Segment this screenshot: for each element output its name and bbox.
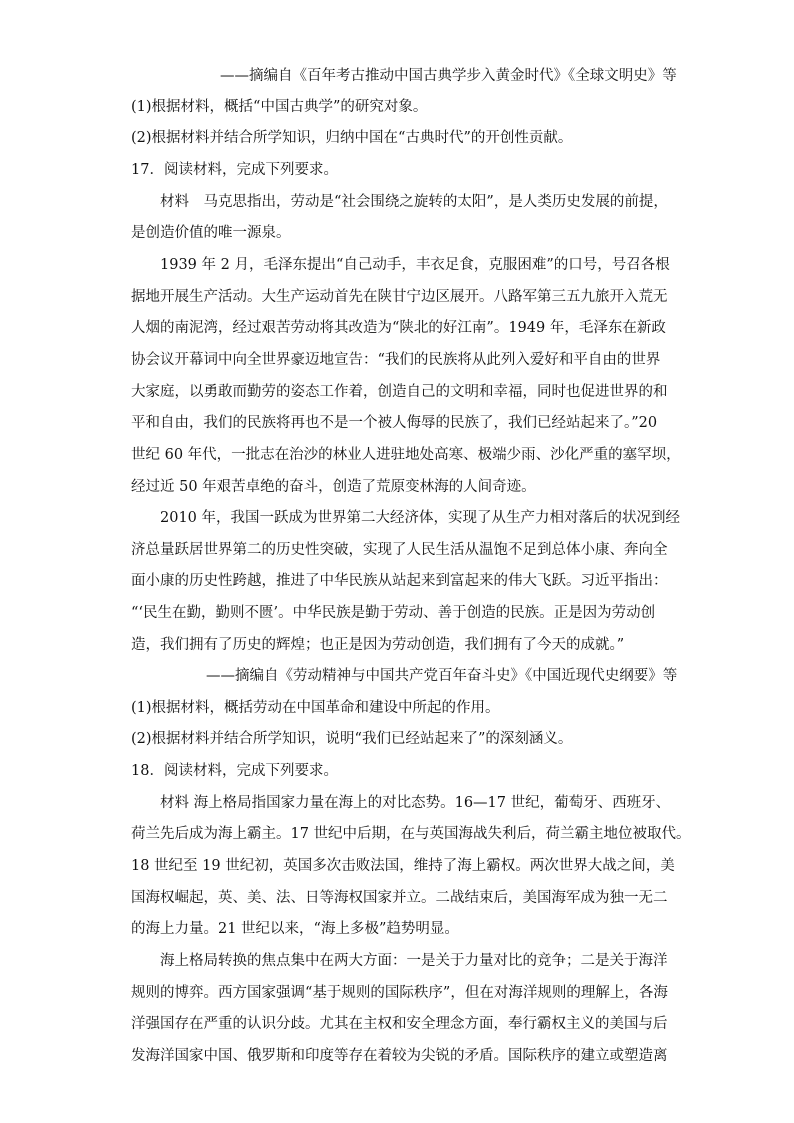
q17-line: 协会议开幕词中向全世界豪迈地宣告：“我们的民族将从此列入爱好和平自由的世界 [131, 352, 661, 368]
q18-line: 规则的博弈。西方国家强调“基于规则的国际秩序”，但在对海洋规则的理解上，各海 [131, 985, 668, 1001]
q18-line: 洋强国存在严重的认识分歧。尤其在主权和安全理念方面，奉行霸权主义的美国与后 [131, 1016, 668, 1032]
q17-line: “‘民生在勤，勤则不匮’。中华民族是勤于劳动、善于创造的民族。正是因为劳动创 [131, 605, 656, 621]
q17-subquestion-2: (2)根据材料并结合所学知识，说明“我们已经站起来了”的深刻涵义。 [131, 731, 573, 747]
q16-source: ——摘编自《百年考古推动中国古典学步入黄金时代》《全球文明史》等 [220, 68, 677, 84]
q16-subquestion-1: (1)根据材料，概括“中国古典学”的研究对象。 [131, 99, 428, 115]
q17-subquestion-1: (1)根据材料，概括劳动在中国革命和建设中所起的作用。 [131, 700, 500, 716]
q18-line: 荷兰先后成为海上霸主。17 世纪中后期，在与英国海战失利后，荷兰霸主地位被取代。 [131, 826, 691, 842]
q17-line: 面小康的历史性跨越，推进了中华民族从站起来到富起来的伟大飞跃。习近平指出： [131, 573, 668, 589]
q17-line: 材料 马克思指出，劳动是“社会围绕之旋转的太阳”，是人类历史发展的前提， [160, 194, 668, 210]
q17-line: 济总量跃居世界第二的历史性突破，实现了人民生活从温饱不足到总体小康、奔向全 [131, 542, 668, 558]
q17-source: ——摘编自《劳动精神与中国共产党百年奋斗史》《中国近现代史纲要》等 [206, 668, 678, 684]
q17-line: 经过近 50 年艰苦卓绝的奋斗，创造了荒原变林海的人间奇迹。 [131, 479, 536, 495]
q18-line: 18 世纪至 19 世纪初，英国多次击败法国，维持了海上霸权。两次世界大战之间，美 [131, 858, 675, 874]
q17-line: 世纪 60 年代，一批志在治沙的林业人进驻地处高寒、极端少雨、沙化严重的塞罕坝， [131, 447, 681, 463]
q18-line: 的海上力量。21 世纪以来，“海上多极”趋势明显。 [131, 921, 459, 937]
q17-line: 人烟的南泥湾，经过艰苦劳动将其改造为“陕北的好江南”。1949 年，毛泽东在新政 [131, 320, 666, 336]
q17-line: 1939 年 2 月，毛泽东提出“自己动手，丰衣足食，克服困难”的口号，号召各根 [160, 257, 670, 273]
q18-line: 材料 海上格局指国家力量在海上的对比态势。16—17 世纪，葡萄牙、西班牙、 [160, 795, 671, 811]
q18-title: 18．阅读材料，完成下列要求。 [131, 763, 338, 779]
q17-line: 据地开展生产活动。大生产运动首先在陕甘宁边区展开。八路军第三五九旅开入荒无 [131, 289, 668, 305]
q16-subquestion-2: (2)根据材料并结合所学知识，归纳中国在“古典时代”的开创性贡献。 [131, 130, 573, 146]
q17-line: 大家庭，以勇敢而勤劳的姿态工作着，创造自己的文明和幸福，同时也促进世界的和 [131, 384, 668, 400]
q17-line: 造，我们拥有了历史的辉煌；也正是因为劳动创造，我们拥有了今天的成就。” [131, 637, 625, 653]
q17-title: 17．阅读材料，完成下列要求。 [131, 162, 338, 178]
q17-line: 是创造价值的唯一源泉。 [131, 225, 291, 241]
q17-line: 2010 年，我国一跃成为世界第二大经济体，实现了从生产力相对落后的状况到经 [160, 510, 681, 526]
q17-line: 平和自由，我们的民族将再也不是一个被人侮辱的民族了，我们已经站起来了。”20 [131, 415, 658, 431]
q18-line: 国海权崛起，英、美、法、日等海权国家并立。二战结束后，美国海军成为独一无二 [131, 890, 668, 906]
q18-line: 海上格局转换的焦点集中在两大方面：一是关于力量对比的竞争；二是关于海洋 [160, 953, 668, 969]
q18-line: 发海洋国家中国、俄罗斯和印度等存在着较为尖锐的矛盾。国际秩序的建立或塑造离 [131, 1048, 668, 1064]
